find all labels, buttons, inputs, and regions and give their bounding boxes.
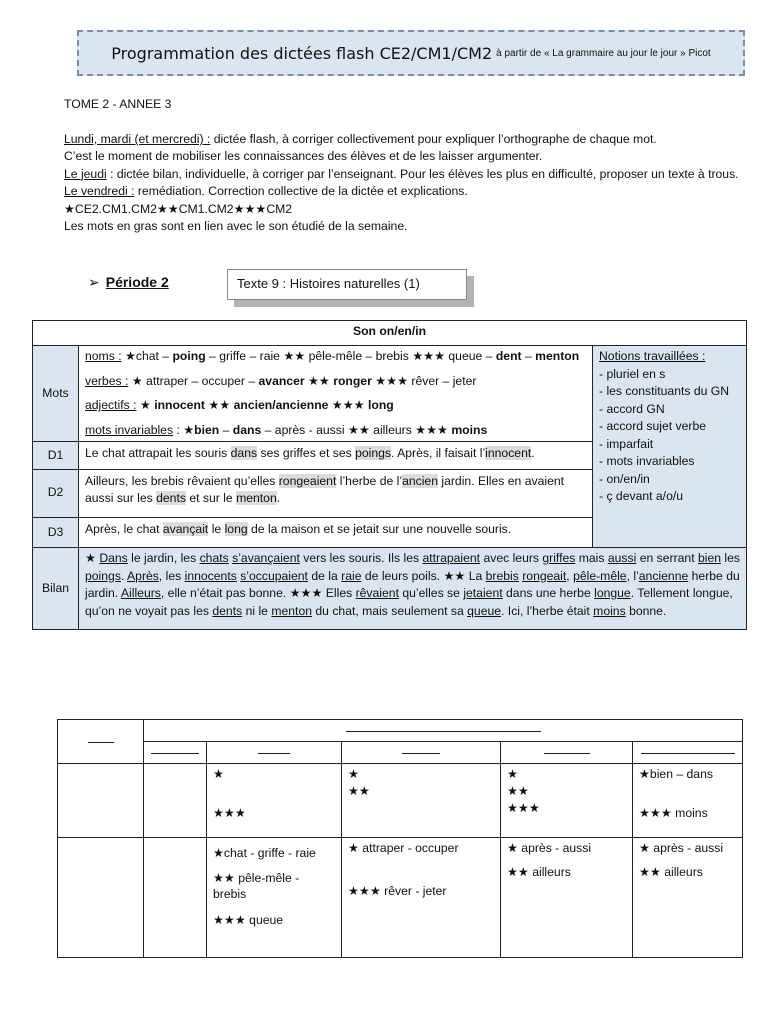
text-run: le jardin, les <box>127 551 200 565</box>
document-subtitle: à partir de « La grammaire au jour le jour » Picot <box>496 47 711 59</box>
gras-note: Les mots en gras sont en lien avec le son étudié de la semaine. <box>64 219 408 234</box>
invariables-text: – après - aussi ★★ ailleurs ★★★ <box>261 422 452 437</box>
text-run: . <box>531 446 535 460</box>
underlined-word: longue <box>594 586 631 600</box>
bottom-cell <box>342 764 501 838</box>
noms-bold: dent <box>495 349 522 363</box>
son-heading: Son on/en/in <box>33 321 747 346</box>
notion-item: - accord GN <box>599 401 665 416</box>
text-run: . Après, il faisait l’ <box>391 446 486 460</box>
text-run: et sur le <box>185 491 237 505</box>
noms-text: ★chat – <box>121 349 173 363</box>
text-run: , elle n’était pas bonne. ★★★ Elles <box>160 586 356 600</box>
bilan-text <box>79 548 747 630</box>
invariables-label: mots invariables <box>85 422 174 437</box>
notion-item: - imparfait <box>599 436 654 451</box>
text-run: vers les souris. Ils les <box>299 551 423 565</box>
highlight: ancien <box>402 473 438 488</box>
highlight: innocent <box>485 446 532 460</box>
d2-text <box>79 469 593 517</box>
text-run: avec leurs <box>480 551 543 565</box>
underlined-word: s’occupaient <box>240 568 308 583</box>
underlined-word: rongeait <box>522 568 567 583</box>
cell-line: ★★★ moins <box>639 806 708 820</box>
tome-line: TOME 2 - ANNEE 3 <box>64 97 172 111</box>
adjectifs-text: ★★ <box>204 398 234 412</box>
underlined-word: chats <box>199 551 229 565</box>
highlight: poings <box>355 446 392 460</box>
text-run: ni le <box>242 603 272 618</box>
text-run: bonne. <box>625 603 667 618</box>
text-run: les <box>721 551 740 565</box>
notion-item: - accord sujet verbe <box>599 419 707 433</box>
underlined-word: rêvaient <box>355 586 399 600</box>
invariables-line <box>85 422 586 440</box>
cell-line: ★★ pêle-mêle - brebis <box>213 871 300 901</box>
periode-heading <box>88 274 169 291</box>
notion-item: - pluriel en s <box>599 366 666 381</box>
adjectifs-bold: long <box>367 398 394 412</box>
bottom-cell <box>633 838 743 958</box>
adjectifs-text: ★★★ <box>328 398 368 412</box>
blank-header-cell <box>207 742 342 764</box>
document-title: Programmation des dictées flash CE2/CM1/CM2 <box>111 43 493 63</box>
highlight: menton <box>236 491 277 505</box>
highlight: rongeaient <box>278 473 337 488</box>
text-run: . <box>120 568 128 583</box>
underlined-word: Ailleurs <box>120 586 161 600</box>
blank-line <box>151 752 199 754</box>
underlined-word: raie <box>341 568 362 583</box>
text-run: mais <box>575 551 608 565</box>
invariables-text: : ★ <box>173 422 195 437</box>
invariables-bold: bien <box>194 422 220 437</box>
header-box <box>77 30 745 76</box>
bilan-label: Bilan <box>33 548 79 630</box>
bottom-cell <box>342 838 501 958</box>
blank-header-cell <box>633 742 743 764</box>
underlined-word: brebis <box>485 568 519 583</box>
cell-line: ★bien – dans <box>639 767 713 781</box>
notions-label: Notions travaillées : <box>599 349 706 363</box>
verbes-text: ★★ <box>304 373 334 388</box>
noms-text: – <box>521 349 536 363</box>
text-run: ses griffes et ses <box>257 446 356 460</box>
text-run: Ailleurs, les brebis rêvaient qu’elles <box>85 473 279 488</box>
highlight: avançait <box>162 521 209 536</box>
verbes-text: ★★★ rêver – jeter <box>371 373 477 388</box>
adjectifs-bold: ancien/ancienne <box>233 398 329 412</box>
blank-line <box>88 741 114 743</box>
text-run: le <box>208 521 225 536</box>
blank-line <box>402 752 440 754</box>
underlined-word: queue <box>467 603 502 618</box>
notion-item: - ç devant a/o/u <box>599 489 684 503</box>
mots-cell <box>79 346 593 442</box>
lundi-label: Lundi, mardi (et mercredi) : <box>64 132 211 146</box>
underlined-word: ancienne <box>638 568 689 583</box>
verbes-bold: ronger <box>333 373 372 388</box>
blank-line <box>544 752 590 754</box>
text-run: , l’ <box>626 568 639 583</box>
adjectifs-text: ★ <box>136 398 155 412</box>
vendredi-text: remédiation. Correction collective de la dictée et explications. <box>134 184 468 199</box>
d3-label: D3 <box>33 517 79 548</box>
blank-header-cell <box>342 742 501 764</box>
cell-line: ★ attraper - occuper <box>348 841 459 855</box>
periode-label: Période 2 <box>105 274 169 290</box>
underlined-word: poings <box>85 568 121 583</box>
text-run: Après, le chat <box>85 521 163 536</box>
noms-line <box>85 348 586 366</box>
verbes-text: ★ attraper – occuper – <box>128 373 259 388</box>
text-run: Le chat attrapait les souris <box>85 446 231 460</box>
text-run: l’herbe de l’ <box>336 473 403 488</box>
notion-item: - les constituants du GN <box>599 384 730 398</box>
cell-line: ★★★ rêver - jeter <box>348 884 447 898</box>
cell-line: ★★ <box>348 784 370 798</box>
text-run: . <box>276 491 281 505</box>
empty-cell <box>58 838 144 958</box>
blank-header-cell <box>501 742 633 764</box>
cell-line: ★★★ queue <box>213 913 284 927</box>
text-run: du chat, mais seulement sa <box>312 603 468 618</box>
underlined-word: griffes <box>542 551 576 565</box>
text-run: qu’elles se <box>398 586 464 600</box>
notion-item: - mots invariables <box>599 454 695 468</box>
d1-text <box>79 442 593 470</box>
bottom-cell <box>501 764 633 838</box>
intro-paragraph <box>64 131 744 235</box>
underlined-word: menton <box>271 603 312 618</box>
text-run: ★ <box>85 551 100 565</box>
invariables-bold: moins <box>451 422 488 437</box>
underlined-word: bien <box>697 551 722 565</box>
text-run: jardin. Elles en avaient aussi sur les <box>85 473 565 505</box>
highlight: dans <box>230 446 258 460</box>
highlight: long <box>224 521 248 536</box>
text-run: de la <box>307 568 342 583</box>
main-table <box>32 320 747 630</box>
verbes-bold: avancer <box>258 373 305 388</box>
noms-bold: menton <box>535 349 580 363</box>
cell-line: ★ <box>507 767 518 781</box>
underlined-word: aussi <box>607 551 637 565</box>
lundi-line-2: C’est le moment de mobiliser les connaissances des élèves et de les laisser argumenter. <box>64 149 543 164</box>
noms-label: noms : <box>85 349 122 363</box>
invariables-text: – <box>219 422 233 437</box>
cell-line: ★★★ <box>507 801 540 815</box>
underlined-word: innocents <box>184 568 237 583</box>
cell-line: ★★★ <box>213 806 246 820</box>
text-run: , les <box>158 568 185 583</box>
cell-line: ★ après - aussi <box>639 841 724 855</box>
underlined-word: Dans <box>99 551 128 565</box>
adjectifs-line <box>85 397 586 415</box>
adjectifs-label: adjectifs : <box>85 398 137 412</box>
levels-line: ★CE2.CM1.CM2★★CM1.CM2★★★CM2 <box>64 201 293 216</box>
highlight: dents <box>156 491 186 505</box>
vendredi-line <box>64 183 744 200</box>
jeudi-line <box>64 166 744 183</box>
underlined-word: jetaient <box>463 586 503 600</box>
text-run: herbe du jardin. <box>85 568 740 600</box>
cell-line: ★★ <box>507 784 529 798</box>
underlined-word: moins <box>593 603 626 618</box>
arrow-bullet-icon: ➢ <box>88 274 100 290</box>
blank-heading-cell <box>144 720 743 742</box>
lundi-text: dictée flash, à corriger collectivement pour expliquer l’orthographe de chaque mot. <box>210 132 657 146</box>
blank-header-cell <box>144 742 207 764</box>
cell-line: ★ <box>348 767 359 781</box>
blank-line <box>258 752 290 754</box>
underlined-word: dents <box>212 603 243 618</box>
lundi-line <box>64 131 744 148</box>
cell-line: ★ après - aussi <box>507 841 592 855</box>
empty-cell <box>58 764 144 838</box>
notion-item: - on/en/in <box>599 471 650 486</box>
cell-line: ★chat - griffe - raie <box>213 846 316 860</box>
adjectifs-bold: innocent <box>154 398 205 412</box>
mots-label: Mots <box>33 346 79 442</box>
empty-cell <box>144 764 207 838</box>
d2-label: D2 <box>33 469 79 517</box>
bottom-table <box>57 719 743 958</box>
blank-corner-cell <box>58 720 144 764</box>
underlined-word: Après <box>127 568 159 583</box>
noms-text: – griffe – raie ★★ pêle-mêle – brebis ★★★ queue – <box>205 349 496 363</box>
text-run: . Ici, l’herbe était <box>501 603 594 618</box>
bottom-cell <box>207 838 342 958</box>
verbes-label: verbes : <box>85 373 129 388</box>
text-run: dans une herbe <box>502 586 595 600</box>
d1-label: D1 <box>33 442 79 470</box>
blank-line <box>346 730 541 732</box>
verbes-line <box>85 373 586 391</box>
vendredi-label: Le vendredi : <box>64 184 135 199</box>
underlined-word: pêle-mêle <box>573 568 627 583</box>
text-run: en serrant <box>636 551 698 565</box>
cell-line: ★ <box>213 767 224 781</box>
text-run: de leurs poils. ★★ La <box>361 568 486 583</box>
d3-text <box>79 517 593 548</box>
invariables-bold: dans <box>232 422 262 437</box>
text-run: de la maison et se jetait sur une nouvelle souris. <box>247 521 512 536</box>
underlined-word: s’avançaient <box>232 551 300 565</box>
notions-cell <box>593 346 747 548</box>
noms-bold: poing <box>172 349 206 363</box>
bottom-cell <box>501 838 633 958</box>
cell-line: ★★ ailleurs <box>639 865 703 879</box>
bottom-cell <box>633 764 743 838</box>
jeudi-label: Le jeudi <box>64 166 107 181</box>
blank-line <box>641 752 735 754</box>
texte-title-box: Texte 9 : Histoires naturelles (1) <box>227 269 467 300</box>
cell-line: ★★ ailleurs <box>507 865 571 879</box>
underlined-word: attrapaient <box>422 551 481 565</box>
bottom-cell <box>207 764 342 838</box>
text-run: , <box>566 568 574 583</box>
text-run: . Tellement longue, qu’on ne voyait pas les <box>85 586 733 618</box>
jeudi-text: : dictée bilan, individuelle, à corriger par l’enseignant. Pour les élèves les plus en difficulté, proposer un texte à trous. <box>106 166 739 181</box>
empty-cell <box>144 838 207 958</box>
